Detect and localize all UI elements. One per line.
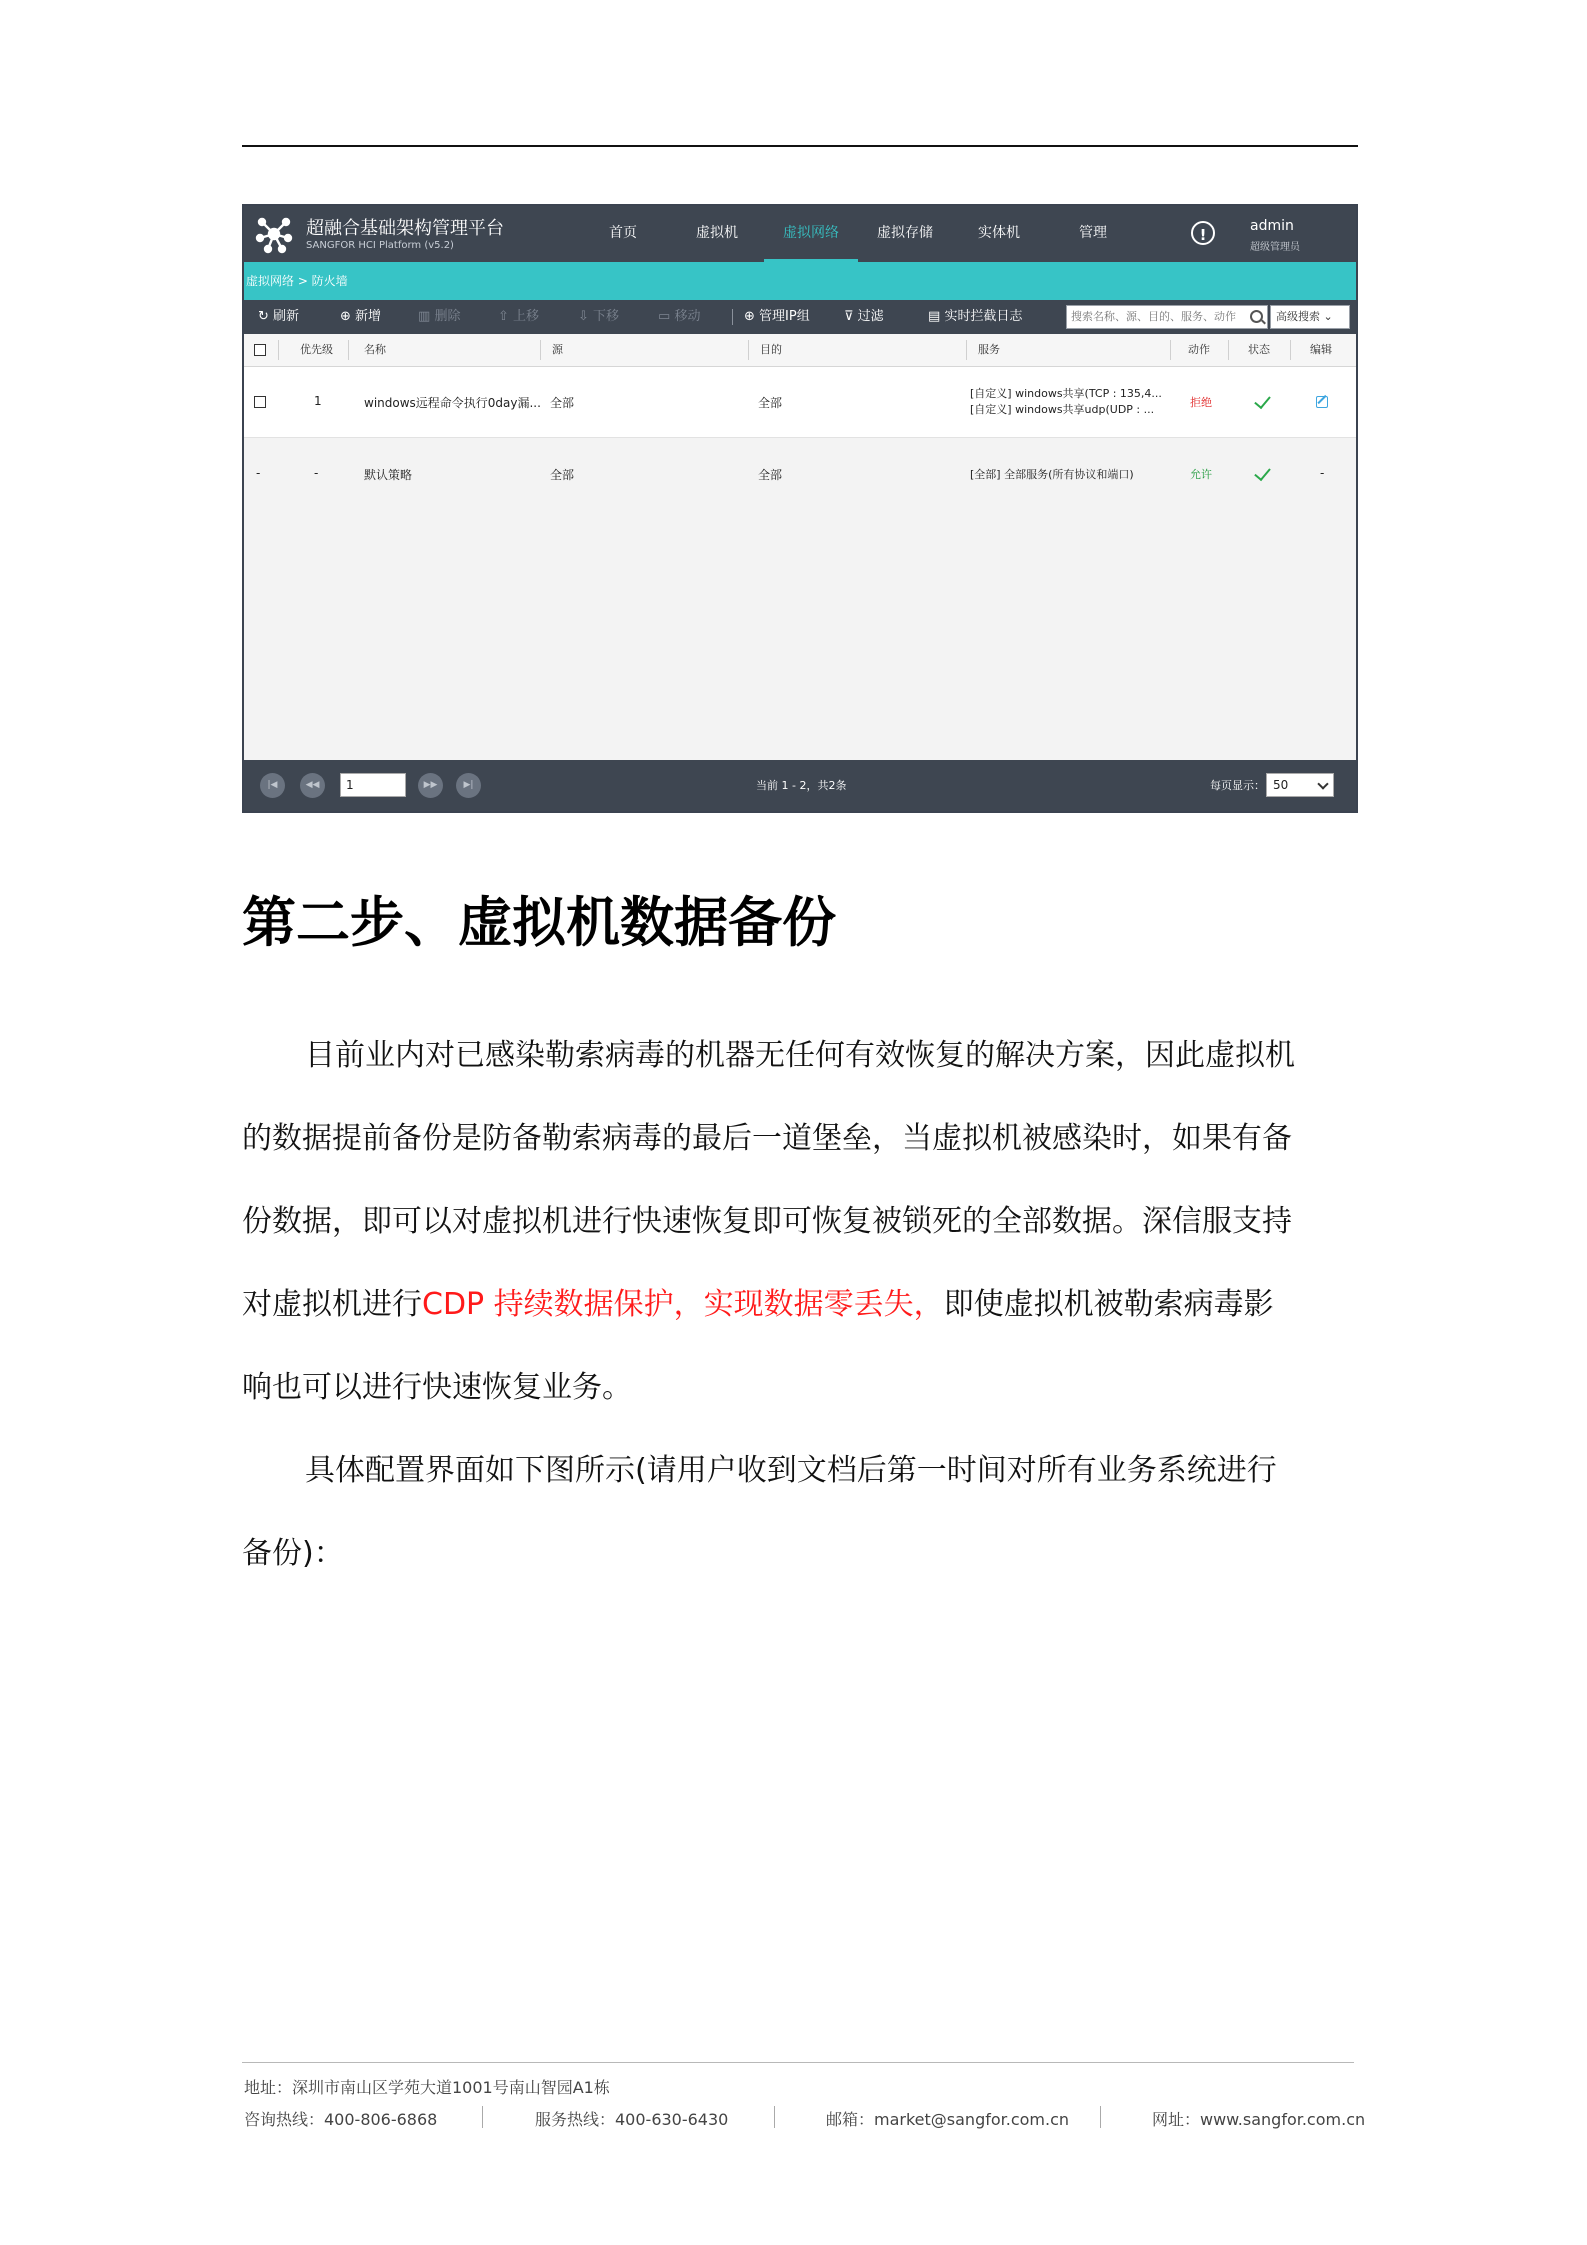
delete-button[interactable] [418,300,460,334]
advanced-search-label: 高级搜索 [1276,310,1320,323]
log-icon: ▤ [928,309,941,324]
column-divider [966,340,967,360]
move-label: 移动 [674,309,701,324]
paragraph-line: 份数据，即可以对虚拟机进行快速恢复即可恢复被锁死的全部数据。深信服支持 [242,1204,1292,1239]
nav-physical-host[interactable]: 实体机 [978,225,1020,241]
page-number-input[interactable]: 1 [340,773,406,797]
paragraph-line: 具体配置界面如下图所示(请用户收到文档后第一时间对所有业务系统进行 [305,1453,1277,1488]
footer-rule [242,2062,1354,2063]
arrow-down-icon: ⇩ [578,309,589,324]
row-service-2: [自定义] windows共享udp(UDP : ... [970,403,1155,416]
refresh-button[interactable] [258,300,299,334]
column-divider [540,340,541,360]
footer-email: 邮箱：market@sangfor.com.cn [826,2110,1070,2129]
edit-icon[interactable] [1316,396,1328,408]
col-destination[interactable]: 目的 [760,343,782,356]
per-page-label: 每页显示： [1210,779,1265,792]
manage-ip-group-button[interactable] [744,300,810,334]
col-service[interactable]: 服务 [978,343,1000,356]
filter-icon: ⊽ [844,309,854,324]
select-all-checkbox[interactable] [254,344,266,356]
check-icon [1254,464,1271,481]
row-action: 拒绝 [1190,396,1212,409]
footer-website: 网址：www.sangfor.com.cn [1152,2110,1366,2129]
row-source: 全部 [550,396,575,410]
paragraph-line [242,1279,1274,1323]
alert-icon[interactable]: ! [1191,221,1215,245]
table-row[interactable] [244,367,1356,438]
refresh-icon: ↻ [258,309,269,324]
footer-address: 地址：深圳市南山区学苑大道1001号南山智园A1栋 [244,2078,610,2097]
column-divider [348,340,349,360]
paragraph-line: 目前业内对已感染勒索病毒的机器无任何有效恢复的解决方案，因此虚拟机 [305,1038,1295,1073]
paragraph-text: 对虚拟机进行 [242,1287,422,1322]
search-placeholder: 搜索名称、源、目的、服务、动作 [1071,310,1236,323]
app-subtitle: SANGFOR HCI Platform (v5.2) [306,240,454,251]
pagination-bar [244,760,1356,811]
add-button[interactable] [340,300,381,334]
check-icon [1254,392,1271,409]
nav-home[interactable]: 首页 [609,225,637,241]
nav-management[interactable]: 管理 [1079,225,1107,241]
row-source: 全部 [550,468,575,482]
last-page-button[interactable] [456,773,481,798]
move-button[interactable] [658,300,700,334]
row-destination: 全部 [758,396,783,410]
move-down-label: 下移 [593,309,620,324]
paragraph-line: 的数据提前备份是防备勒索病毒的最后一道堡垒，当虚拟机被感染时，如果有备 [242,1121,1292,1156]
prev-page-icon: ◀◀ [305,780,320,790]
col-priority[interactable]: 优先级 [300,343,333,356]
toolbar [244,300,1356,334]
first-page-icon: |◀ [267,780,278,790]
footer-divider [774,2106,775,2128]
last-page-icon: ▶| [463,780,474,790]
breadcrumb: 虚拟网络 > 防火墙 [244,262,1358,300]
paragraph-text: 即使虚拟机被勒索病毒影 [943,1287,1274,1322]
per-page-value: 50 [1273,778,1289,792]
next-page-button[interactable] [418,773,443,798]
highlight-cdp-text: CDP 持续数据保护，实现数据零丢失， [422,1287,944,1322]
column-divider [1170,340,1171,360]
nav-virtual-network[interactable]: 虚拟网络 [764,206,858,262]
column-divider [1228,340,1229,360]
row-priority: 1 [314,394,322,408]
filter-label: 过滤 [857,309,884,324]
footer-service-hotline: 服务热线：400-630-6430 [535,2110,729,2129]
main-nav [576,206,1140,262]
header-rule [242,145,1358,147]
add-icon: ⊕ [340,309,351,324]
log-label: 实时拦截日志 [944,309,1023,324]
ip-group-icon: ⊕ [744,309,755,324]
row-service-1: [自定义] windows共享(TCP : 135,4... [970,387,1162,400]
row-priority: - [314,466,319,480]
user-name[interactable]: admin [1250,218,1294,234]
section-heading: 第二步、虚拟机数据备份 [242,891,836,954]
toolbar-divider [732,309,733,325]
next-page-icon: ▶▶ [423,780,438,790]
table-header [244,334,1356,367]
col-action[interactable]: 动作 [1188,343,1210,356]
arrow-up-icon: ⇧ [498,309,509,324]
per-page-select[interactable] [1266,773,1334,797]
user-role: 超级管理员 [1250,242,1300,253]
paragraph-line: 响也可以进行快速恢复业务。 [242,1370,632,1405]
app-topbar [244,206,1356,262]
table-row[interactable] [244,438,1356,508]
row-name: 默认策略 [364,468,413,482]
refresh-label: 刷新 [273,309,300,324]
ip-group-label: 管理IP组 [759,309,810,324]
row-name: windows远程命令执行0day漏... [364,396,541,410]
col-status[interactable]: 状态 [1248,343,1270,356]
nav-vm[interactable]: 虚拟机 [696,225,738,241]
move-icon: ▭ [658,309,671,324]
row-action: 允许 [1190,468,1212,481]
row-edit-placeholder: - [1320,466,1325,480]
col-name[interactable]: 名称 [364,343,386,356]
add-label: 新增 [355,309,382,324]
first-page-button[interactable] [260,773,285,798]
search-icon[interactable] [1250,310,1263,323]
column-divider [748,340,749,360]
row-destination: 全部 [758,468,783,482]
col-source[interactable]: 源 [552,343,563,356]
search-input[interactable] [1066,305,1268,329]
footer-consult-hotline: 咨询热线：400-806-6868 [244,2110,438,2129]
move-down-button[interactable] [578,300,619,334]
chevron-down-icon [1317,778,1328,789]
filter-button[interactable] [844,300,884,334]
chevron-down-icon: ⌄ [1323,310,1333,323]
app-title: 超融合基础架构管理平台 [306,218,504,239]
trash-icon: ▥ [418,309,431,324]
paragraph-line: 备份)： [242,1536,344,1571]
row-checkbox[interactable] [254,396,266,408]
row-checkbox-placeholder: - [256,466,261,480]
column-divider [1290,340,1291,360]
footer-divider [1100,2106,1101,2128]
column-divider [278,340,279,360]
delete-label: 删除 [434,309,461,324]
move-up-button[interactable] [498,300,539,334]
advanced-search-button[interactable] [1270,305,1350,329]
footer-divider [482,2106,483,2128]
row-service-1: [全部] 全部服务(所有协议和端口) [970,468,1134,481]
move-up-label: 上移 [513,309,540,324]
nav-virtual-storage[interactable]: 虚拟存储 [877,225,933,241]
realtime-log-button[interactable] [928,300,1022,334]
firewall-screenshot [242,204,1358,813]
prev-page-button[interactable] [300,773,325,798]
page-info: 当前 1 - 2，共2条 [756,779,847,792]
sangfor-logo-icon [254,214,294,254]
col-edit[interactable]: 编辑 [1310,343,1332,356]
